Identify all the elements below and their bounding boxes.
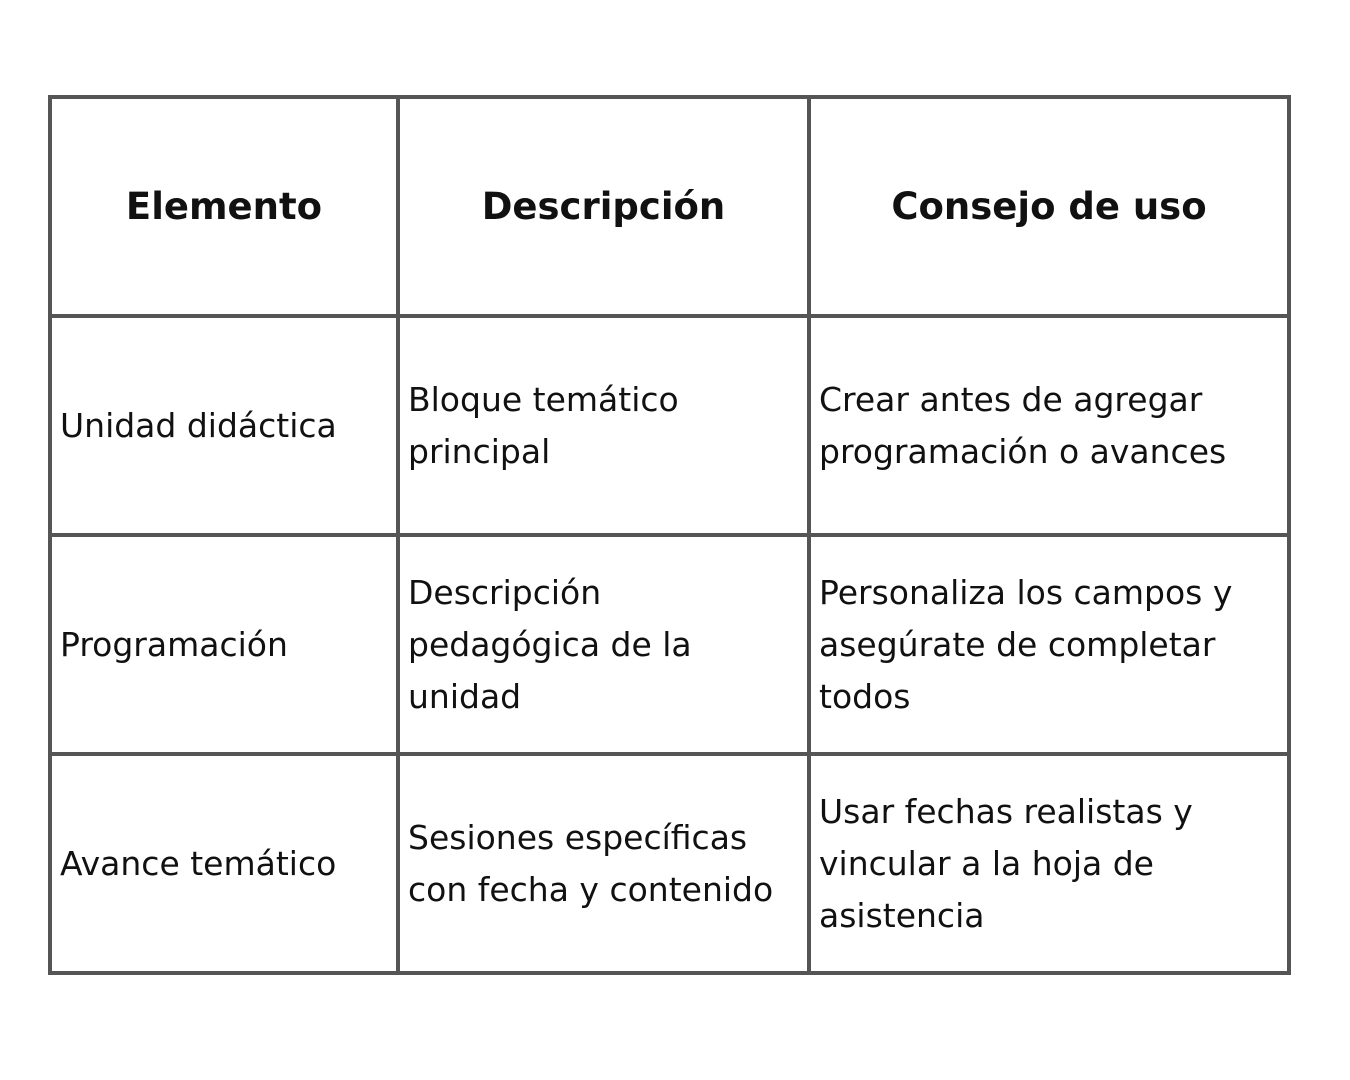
table-cell: Bloque temático principal [398, 316, 809, 535]
info-table [48, 95, 1291, 975]
table-row [50, 754, 1289, 973]
table-cell: Unidad didáctica [50, 316, 398, 535]
table-row [50, 535, 1289, 754]
header-cell-consejo: Consejo de uso [809, 97, 1289, 316]
header-cell-elemento: Elemento [50, 97, 398, 316]
table-cell: Avance temático [50, 754, 398, 973]
table-cell: Crear antes de agregar programación o avances [809, 316, 1289, 535]
table-row [50, 316, 1289, 535]
header-row [50, 97, 1289, 316]
table-cell: Sesiones específicas con fecha y contenido [398, 754, 809, 973]
table-cell: Descripción pedagógica de la unidad [398, 535, 809, 754]
table-cell: Programación [50, 535, 398, 754]
table-cell: Usar fechas realistas y vincular a la hoja de asistencia [809, 754, 1289, 973]
table-cell: Personaliza los campos y asegúrate de completar todos [809, 535, 1289, 754]
header-cell-descripcion: Descripción [398, 97, 809, 316]
